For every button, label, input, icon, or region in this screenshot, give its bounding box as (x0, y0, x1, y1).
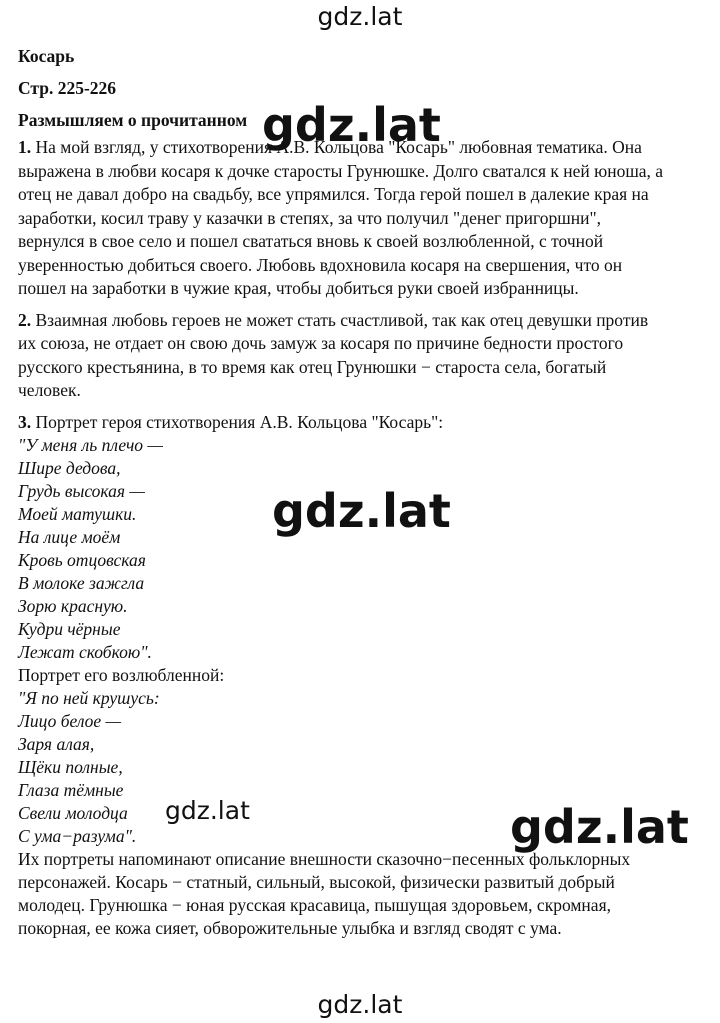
answer-line: уверенностью добиться своего. Любовь вдохновила косаря на свершения, что он (18, 254, 623, 275)
document-body (18, 40, 708, 940)
poem-line: Кудри чёрные (18, 618, 121, 639)
watermark-large: gdz.lat (262, 98, 441, 152)
answer-line: русского крестьянина, в то время как отец Грунюшки − староста села, богатый (18, 356, 607, 377)
answer-line: отец не давал добро на свадьбу, все упрямился. Тогда герой пошел в далекие края на (18, 184, 649, 204)
answer-1 (18, 136, 708, 301)
poem-line: Щёки полные, (18, 756, 123, 777)
poem-line: "Я по ней крушусь: (18, 687, 160, 708)
answer-3 (18, 411, 708, 940)
doc-title: Косарь (18, 46, 75, 66)
answer-line: человек. (18, 380, 81, 400)
poem-line: Лицо белое — (18, 710, 122, 731)
answer-line: покорная, ее кожа сияет, обворожительные улыбка и взгляд сводят с ума. (18, 917, 562, 938)
section-heading: Размышляем о прочитанном (18, 110, 248, 130)
answer-line: 3. Портрет героя стихотворения А.В. Кольцова "Косарь": (18, 411, 444, 432)
poem-line: Свели молодца (18, 802, 128, 823)
answer-line: выражена в любви косаря к дочке старосты Грунюшке. Долго сватался к ней юноша, а (18, 160, 664, 181)
poem-line: Грудь высокая — (18, 480, 145, 501)
poem-line: Заря алая, (18, 733, 95, 754)
answer-number: 3. (18, 411, 32, 432)
watermark-large: gdz.lat (510, 800, 689, 854)
answer-line: вернулся в свое село и пошел свататься вновь к своей возлюбленной, с точной (18, 231, 604, 251)
watermark-bottom: gdz.lat (317, 990, 403, 1019)
poem-line: Моей матушки. (18, 503, 137, 524)
answer-2 (18, 309, 708, 403)
poem-line: На лице моём (18, 526, 121, 547)
answer-line: 1. На мой взгляд, у стихотворения А.В. Кольцова "Косарь" любовная тематика. Она (18, 137, 642, 157)
poem-line: Лежат скобкою". (18, 641, 152, 662)
poem-line: В молоке зажгла (18, 572, 145, 593)
poem-line: Кровь отцовская (18, 549, 146, 570)
poem-line: С ума−разума". (18, 825, 137, 846)
watermark-large: gdz.lat (272, 484, 451, 538)
page-reference: Стр. 225-226 (18, 78, 117, 98)
poem-line: Глаза тёмные (18, 779, 124, 800)
answer-line: пошел на заработки в чужие края, чтобы добиться руки своей избранницы. (18, 278, 579, 298)
answer-line: Портрет его возлюбленной: (18, 664, 225, 685)
answer-line: персонажей. Косарь − статный, сильный, высокой, физически развитый добрый (18, 871, 615, 892)
answer-line: молодец. Грунюшка − юная русская красавица, пышущая здоровьем, скромная, (18, 894, 611, 915)
answer-number: 1. (18, 137, 32, 157)
answer-number: 2. (18, 309, 32, 330)
answer-line: заработки, косил траву у казачки в степях, за что получил "денег пригоршни", (18, 207, 601, 228)
answer-line: Их портреты напоминают описание внешности сказочно−песенных фольклорных (18, 848, 631, 869)
poem-line: Зорю красную. (18, 595, 128, 616)
watermark-small: gdz.lat (165, 796, 250, 825)
answer-line: 2. Взаимная любовь героев не может стать счастливой, так как отец девушки против (18, 309, 649, 330)
watermark-top: gdz.lat (317, 2, 403, 31)
poem-line: Шире дедова, (18, 457, 121, 478)
answer-line: их союза, не отдает он свою дочь замуж за косаря по причине бедности простого (18, 333, 624, 353)
poem-line: "У меня ль плечо — (18, 434, 163, 455)
